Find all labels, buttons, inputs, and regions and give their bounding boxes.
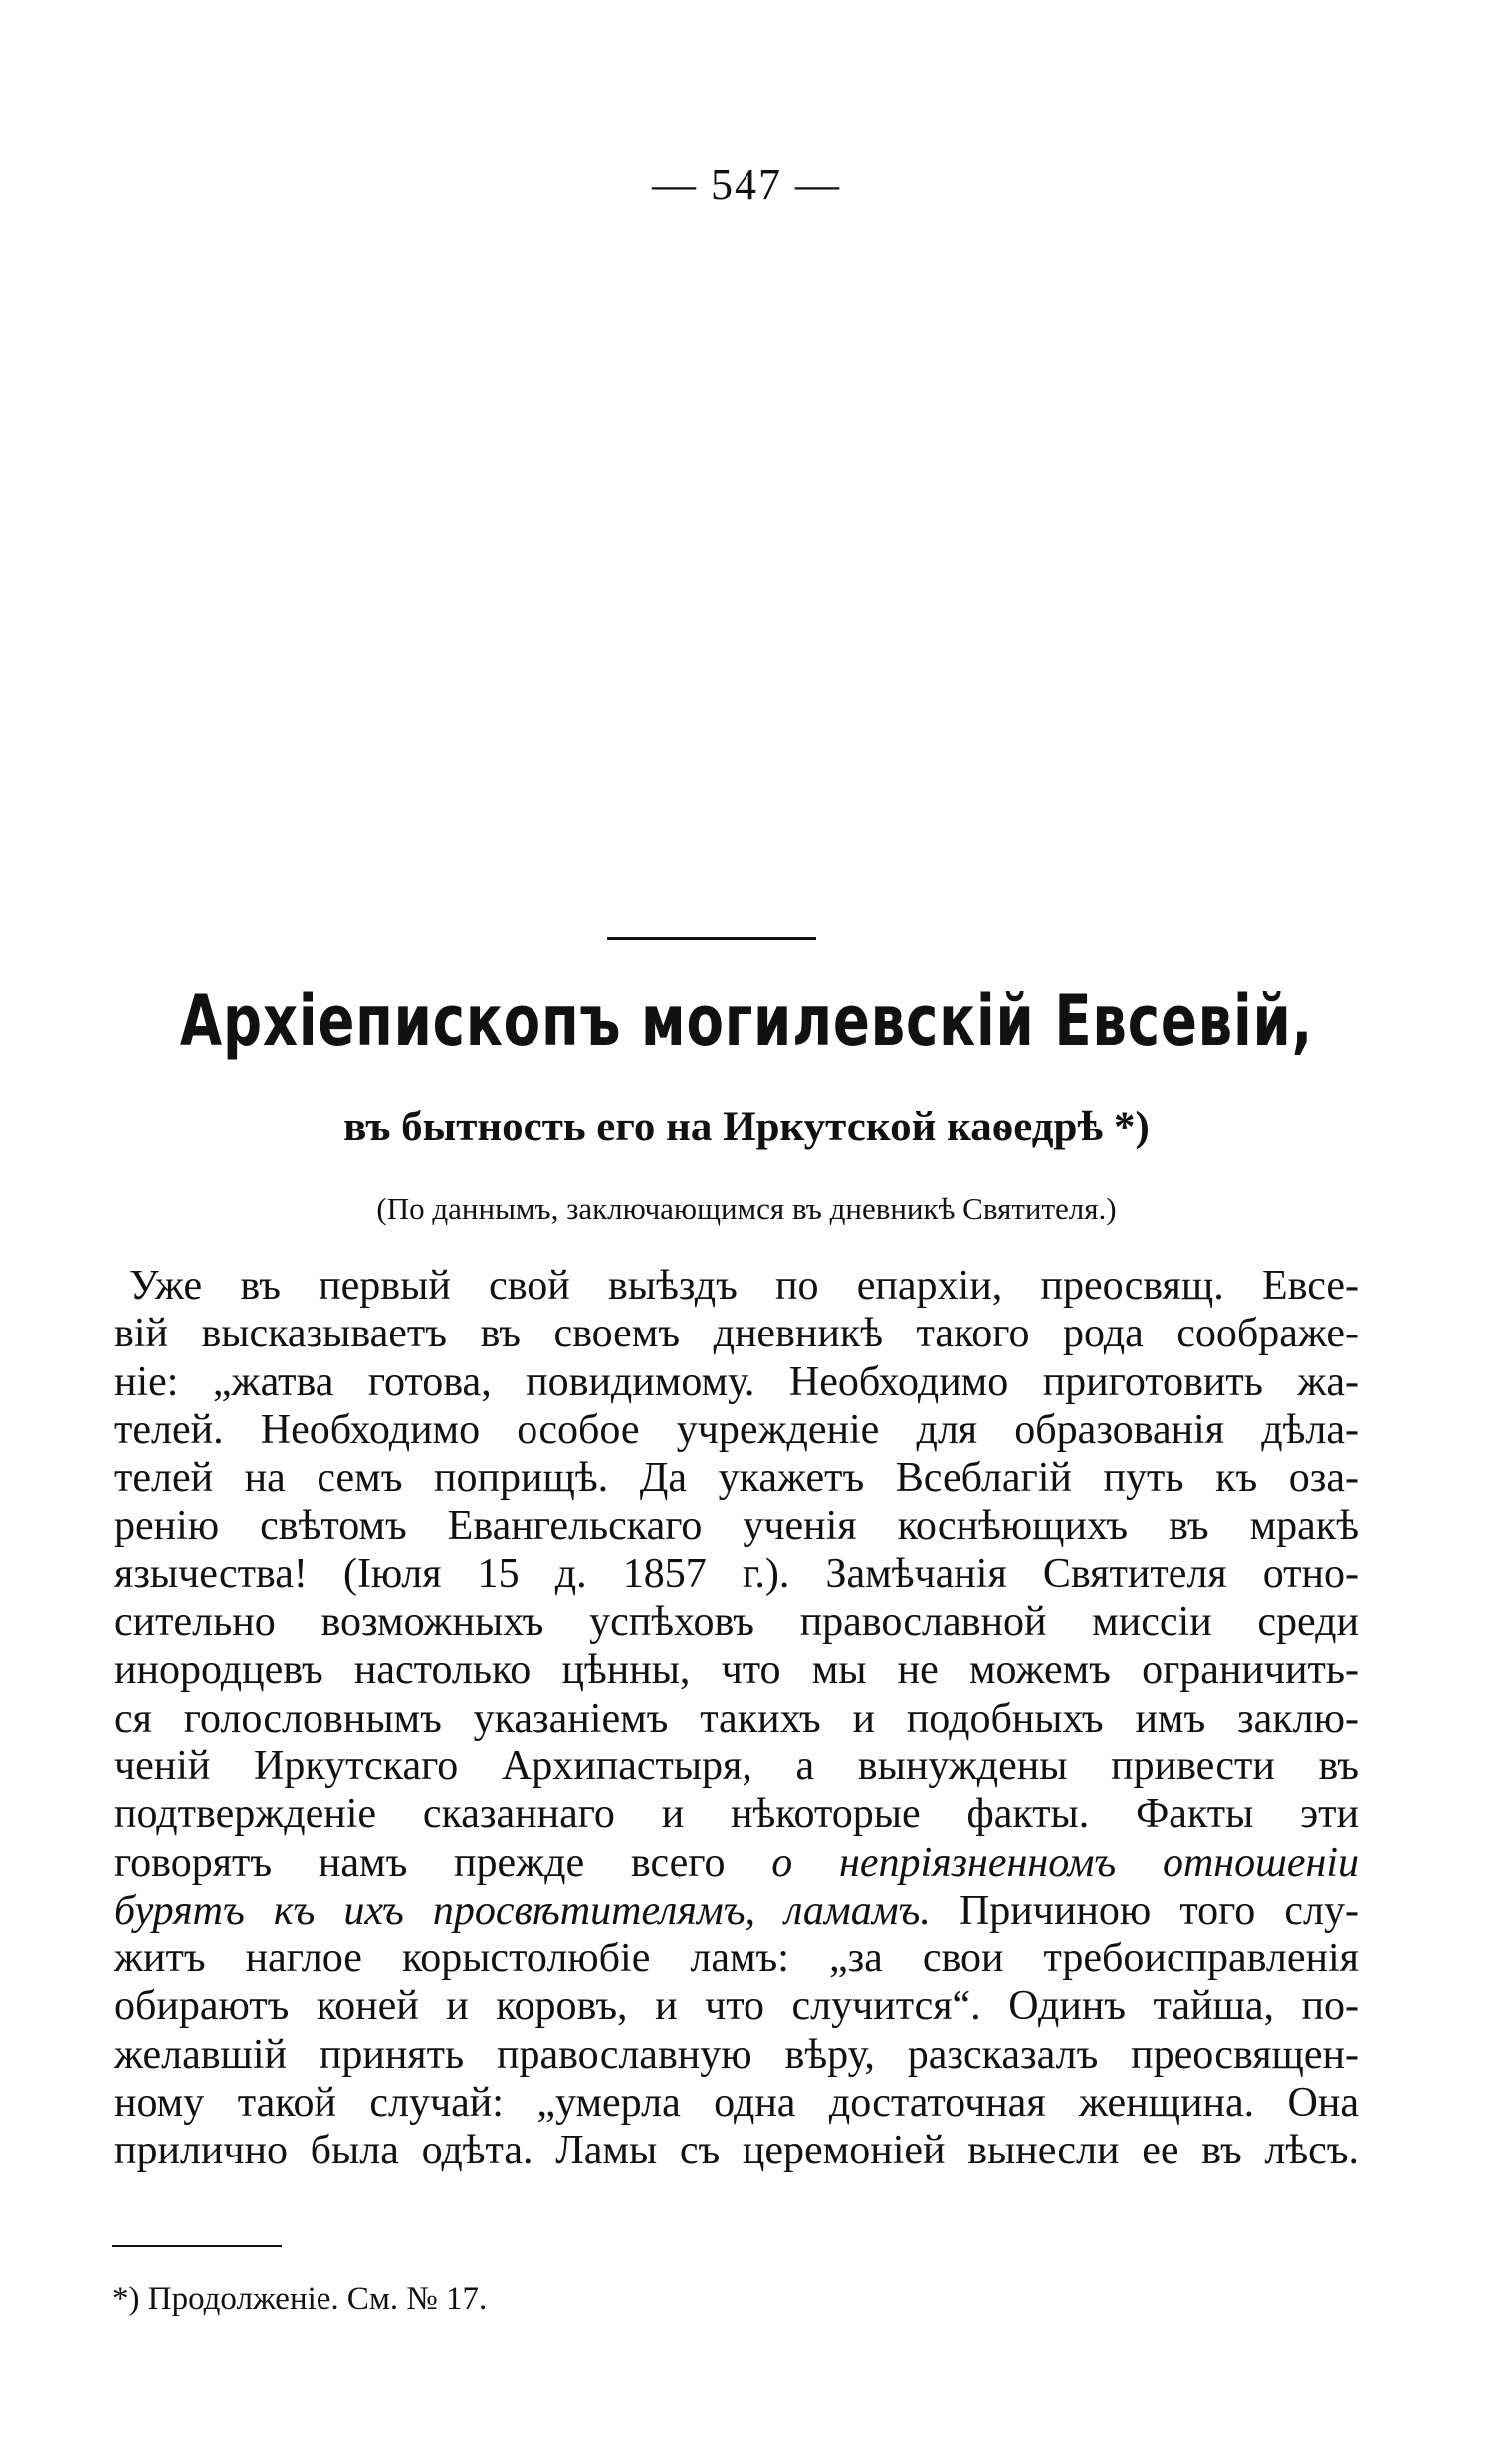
body-line: ренію свѣтомъ Евангельскаго ученія коснѣющихъ въ мракѣ (114, 1503, 1359, 1549)
body-line: Уже въ первый свой выѣздъ по епархіи, преосвящ. Евсе- (129, 1263, 1359, 1309)
source-note: (По даннымъ, заключающимся въ дневникѣ Святителя.) (376, 1191, 1117, 1226)
body-line: вій высказываетъ въ своемъ дневникѣ такого рода соображе- (114, 1311, 1359, 1357)
body-line: житъ наглое корыстолюбіе ламъ: „за свои требоисправленія (114, 1936, 1359, 1982)
body-line: ному такой случай: „умерла одна достаточная женщина. Она (114, 2080, 1359, 2127)
body-line: ченій Иркутскаго Архипастыря, а вынуждены привести въ (114, 1743, 1359, 1789)
italic-emphasis: о непріязненномъ отношеніи (771, 1839, 1359, 1886)
body-line: бурятъ къ ихъ просвѣтителямъ, ламамъ. Причиною того слу- (114, 1887, 1359, 1934)
footnote-rule (112, 2245, 282, 2247)
body-line: ніе: „жатва готова, повидимому. Необходимо приготовить жа- (114, 1358, 1359, 1405)
body-text (114, 1262, 1359, 2175)
title-top-rule (607, 937, 816, 940)
body-line: говорятъ намъ прежде всего о непріязненномъ отношеніи (114, 1839, 1359, 1886)
page-number: — 547 — (652, 160, 841, 209)
body-line: прилично была одѣта. Ламы съ церемоніей вынесли ее въ лѣсъ. (114, 2128, 1359, 2174)
body-line: ся голословнымъ указаніемъ такихъ и подобныхъ имъ заклю- (114, 1695, 1359, 1742)
footnote: *) Продолженіе. См. № 17. (112, 2281, 488, 2317)
body-line: желавшій принять православную вѣру, разсказалъ преосвящен- (114, 2031, 1359, 2078)
body-line: инородцевъ настолько цѣнны, что мы не можемъ ограничить- (114, 1647, 1359, 1694)
article-title: Архіепископъ могилевскій Евсевій, (179, 980, 1314, 1062)
body-line: сительно возможныхъ успѣховъ православной миссіи среди (114, 1599, 1359, 1646)
body-line: язычества! (Іюля 15 д. 1857 г.). Замѣчанія Святителя отно- (114, 1550, 1359, 1597)
article-subtitle: въ бытность его на Иркутской каѳедрѣ *) (343, 1104, 1150, 1150)
body-line: подтвержденіе сказаннаго и нѣкоторые факты. Факты эти (114, 1791, 1359, 1838)
body-line: телей. Необходимо особое учрежденіе для образованія дѣла- (114, 1406, 1359, 1453)
body-line: обираютъ коней и коровъ, и что случится“. Одинъ тайша, по- (114, 1983, 1359, 2030)
italic-emphasis: бурятъ къ ихъ просвѣтителямъ, ламамъ. (114, 1887, 931, 1934)
body-line: телей на семъ поприщѣ. Да укажетъ Всеблагій путь къ оза- (114, 1455, 1359, 1502)
